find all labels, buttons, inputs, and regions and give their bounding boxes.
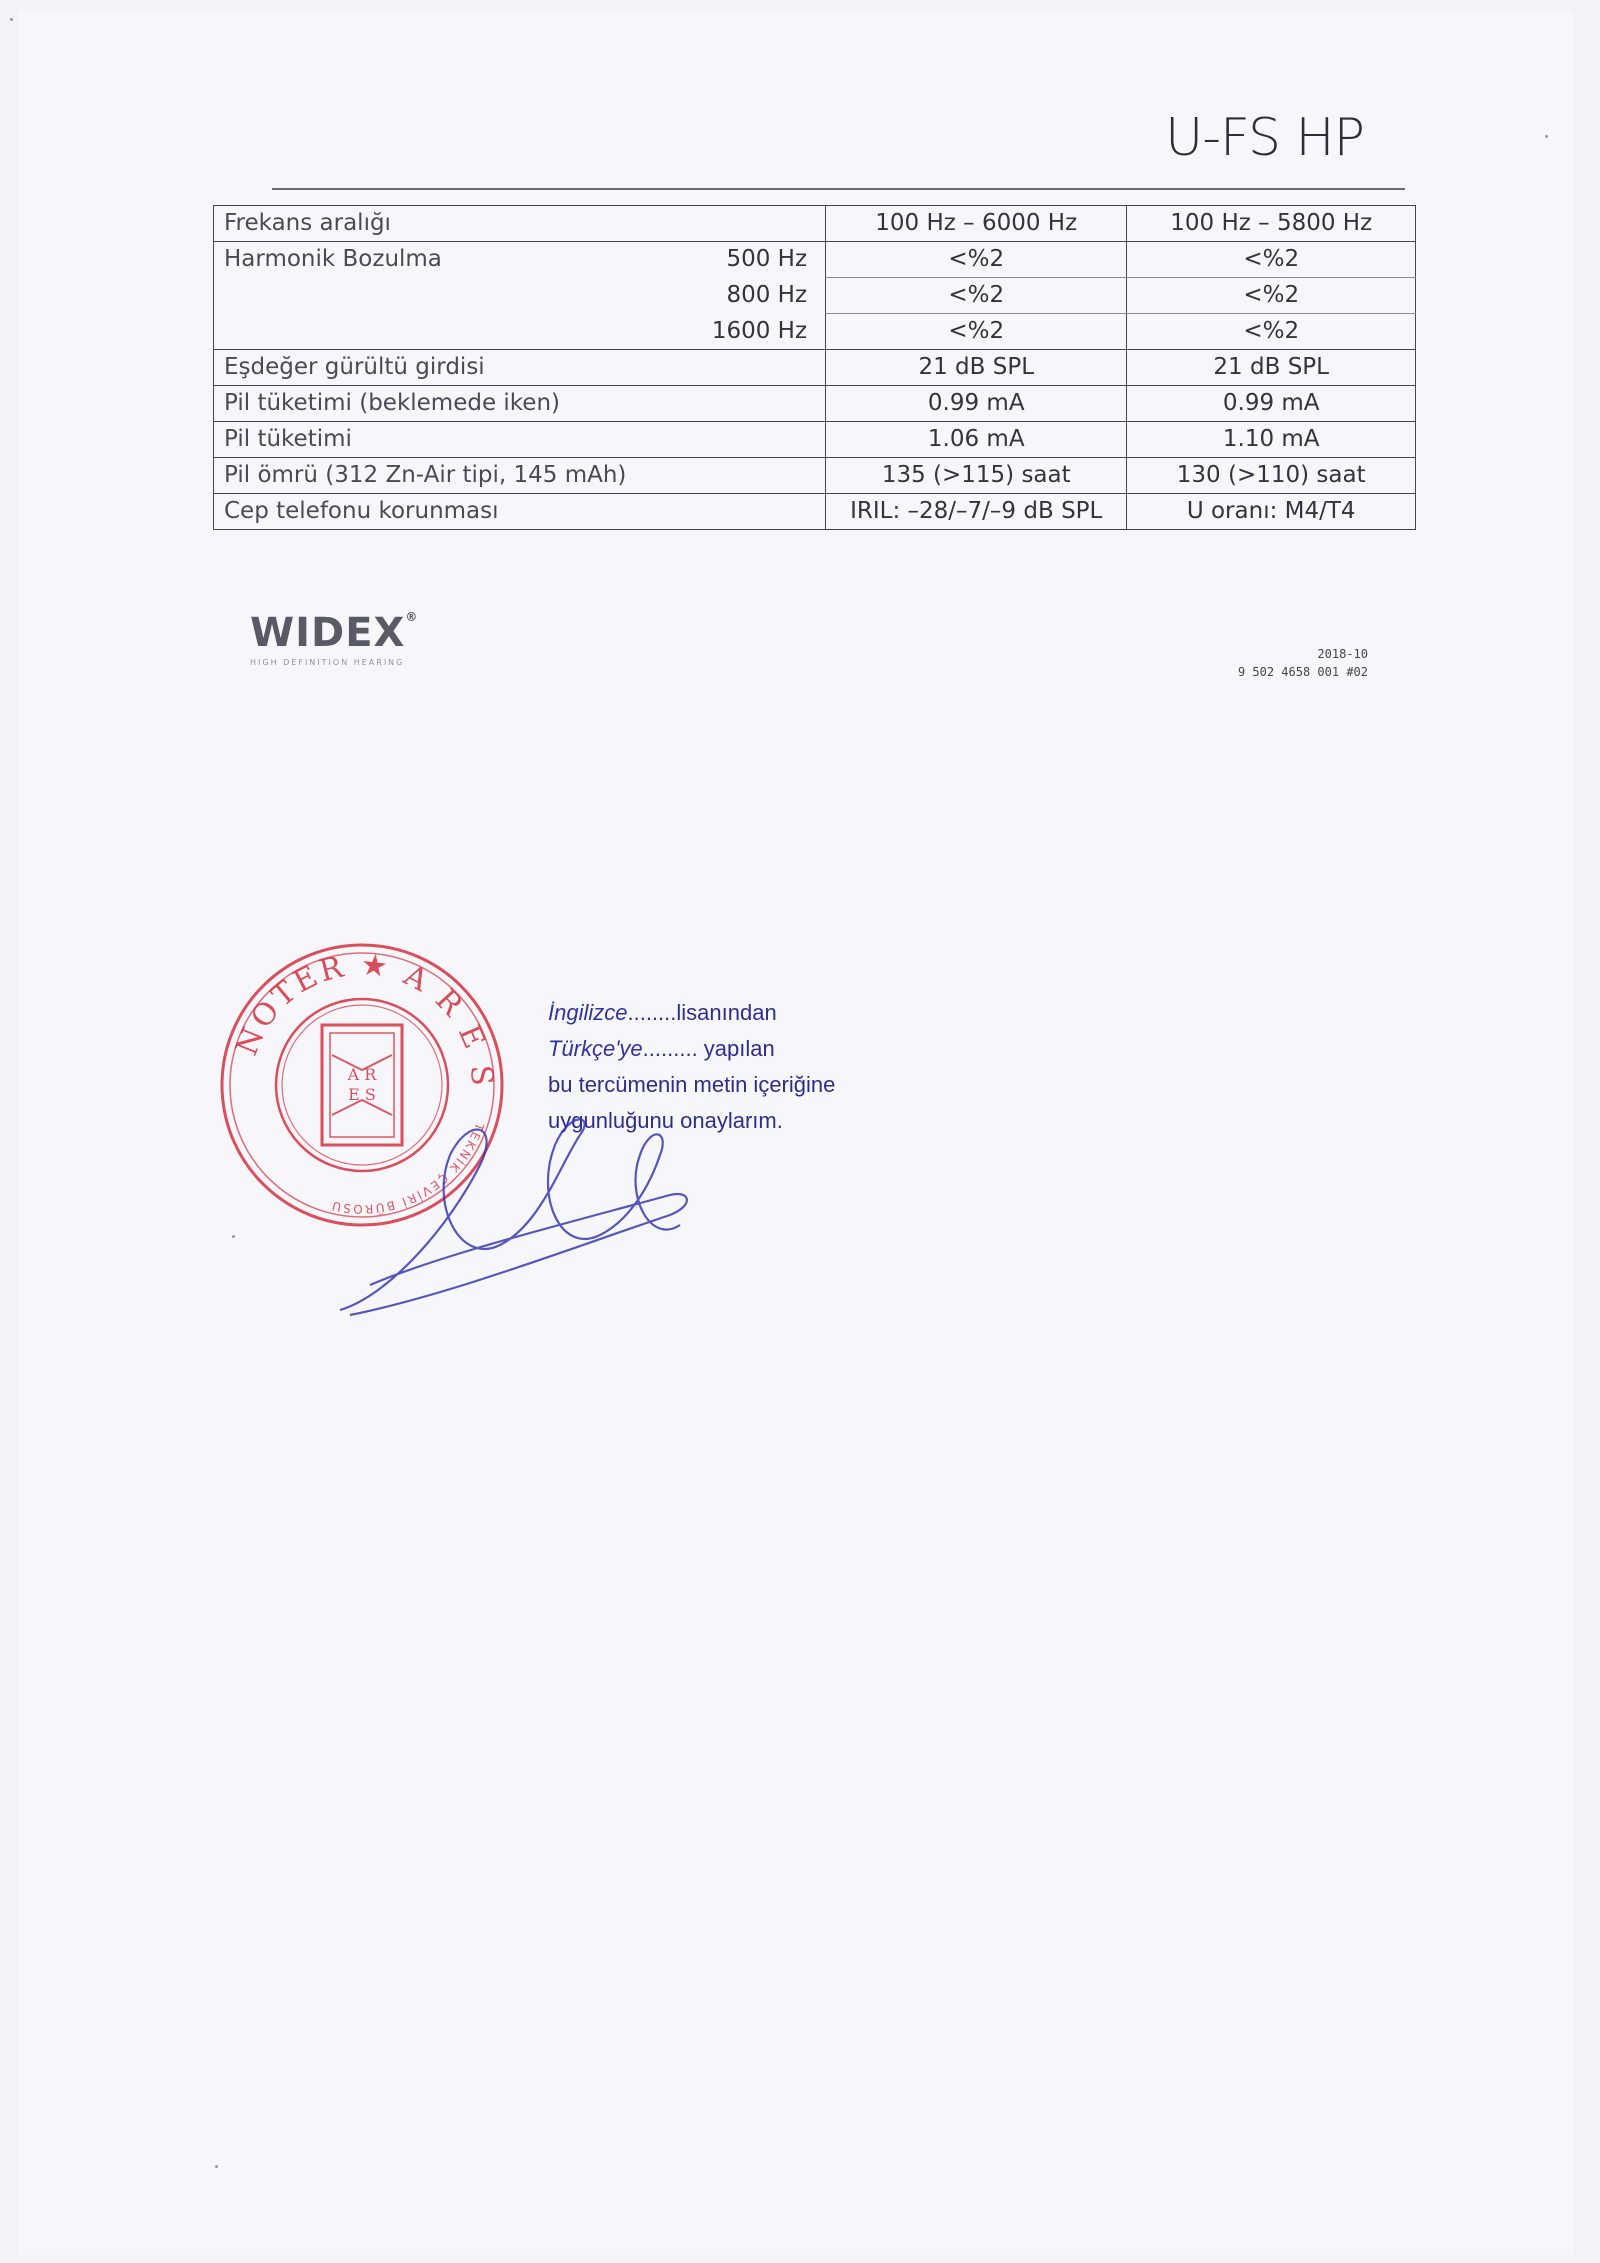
row-sublabel: 800 Hz <box>726 282 808 308</box>
row-sublabel <box>636 350 825 386</box>
table-row <box>214 422 1416 458</box>
registered-mark-icon: ® <box>405 610 419 624</box>
row-label <box>214 314 637 350</box>
row-value-2: 21 dB SPL <box>1127 350 1416 386</box>
row-value-2: <%2 <box>1127 242 1416 278</box>
table-row <box>214 458 1416 494</box>
row-value-2: U oranı: M4/T4 <box>1127 494 1416 530</box>
row-value-2: <%2 <box>1127 278 1416 314</box>
attestation-line-1: İngilizce........lisanından <box>548 1000 777 1025</box>
svg-text:TEKNİK ÇEVİRİ BÜROSU: TEKNİK ÇEVİRİ BÜROSU <box>328 1121 487 1217</box>
row-value-1: 100 Hz – 6000 Hz <box>826 206 1127 242</box>
row-sublabel <box>636 386 825 422</box>
document-code <box>1238 645 1368 681</box>
attestation-line-4: uygunluğunu onaylarım. <box>548 1108 783 1133</box>
doc-number: 9 502 4658 001 #02 <box>1237 665 1368 679</box>
row-label: Eşdeğer gürültü girdisi <box>214 350 637 386</box>
row-value-1: 0.99 mA <box>826 386 1127 422</box>
table-row <box>214 242 1416 278</box>
logo-wordmark: WIDEX® <box>250 610 419 656</box>
table-row <box>214 350 1416 386</box>
row-label: Frekans aralığı <box>214 206 637 242</box>
row-label: Pil tüketimi (beklemede iken) <box>214 386 637 422</box>
row-value-1: 1.06 mA <box>826 422 1127 458</box>
row-value-1: 135 (>115) saat <box>826 458 1127 494</box>
scan-speck <box>1545 135 1548 138</box>
row-value-1: <%2 <box>826 278 1127 314</box>
svg-text:NOTER ★ A R E S: NOTER ★ A R E S <box>229 947 500 1090</box>
row-value-2: <%2 <box>1127 314 1416 350</box>
title-rule <box>272 188 1405 190</box>
row-label: Cep telefonu korunması <box>214 494 637 530</box>
row-sublabel: 500 Hz <box>726 246 808 273</box>
brand-logo <box>250 610 418 667</box>
row-value-1: <%2 <box>826 314 1127 350</box>
scan-speck <box>232 1235 235 1238</box>
attestation-line-2: Türkçe'ye......... yapılan <box>548 1036 775 1061</box>
row-sublabel <box>636 206 825 242</box>
signature <box>330 1095 710 1325</box>
table-row <box>214 206 1416 242</box>
row-sublabel <box>636 458 825 494</box>
row-value-1: <%2 <box>826 242 1127 278</box>
row-label: Pil tüketimi <box>214 422 637 458</box>
table-row <box>214 494 1416 530</box>
row-label: Harmonik Bozulma <box>214 242 637 278</box>
row-value-2: 0.99 mA <box>1127 386 1416 422</box>
row-label <box>214 278 637 314</box>
svg-text:A R: A R <box>347 1065 377 1084</box>
attestation-line-3: bu tercümenin metin içeriğine <box>548 1072 836 1097</box>
row-value-2: 130 (>110) saat <box>1127 458 1416 494</box>
row-sublabel <box>636 422 825 458</box>
row-label: Pil ömrü (312 Zn-Air tipi, 145 mAh) <box>214 458 637 494</box>
table-row <box>214 314 1416 350</box>
scan-speck <box>215 2165 218 2168</box>
svg-text:E S: E S <box>348 1085 376 1104</box>
row-sublabel: 1600 Hz <box>636 314 825 350</box>
target-language: Türkçe'ye <box>548 1036 643 1061</box>
table-row <box>214 278 1416 314</box>
logo-tagline: HIGH DEFINITION HEARING <box>250 658 405 667</box>
scan-speck <box>10 18 13 21</box>
row-value-1: 21 dB SPL <box>826 350 1127 386</box>
page-title: U-FS HP <box>1165 108 1364 168</box>
doc-date: 2018-10 <box>1317 647 1368 661</box>
table-row <box>214 386 1416 422</box>
row-value-2: 100 Hz – 5800 Hz <box>1127 206 1416 242</box>
row-value-1: IRIL: –28/–7/–9 dB SPL <box>826 494 1127 530</box>
source-language: İngilizce <box>548 1000 628 1025</box>
spec-table <box>213 205 1416 530</box>
row-sublabel <box>636 494 825 530</box>
row-value-2: 1.10 mA <box>1127 422 1416 458</box>
